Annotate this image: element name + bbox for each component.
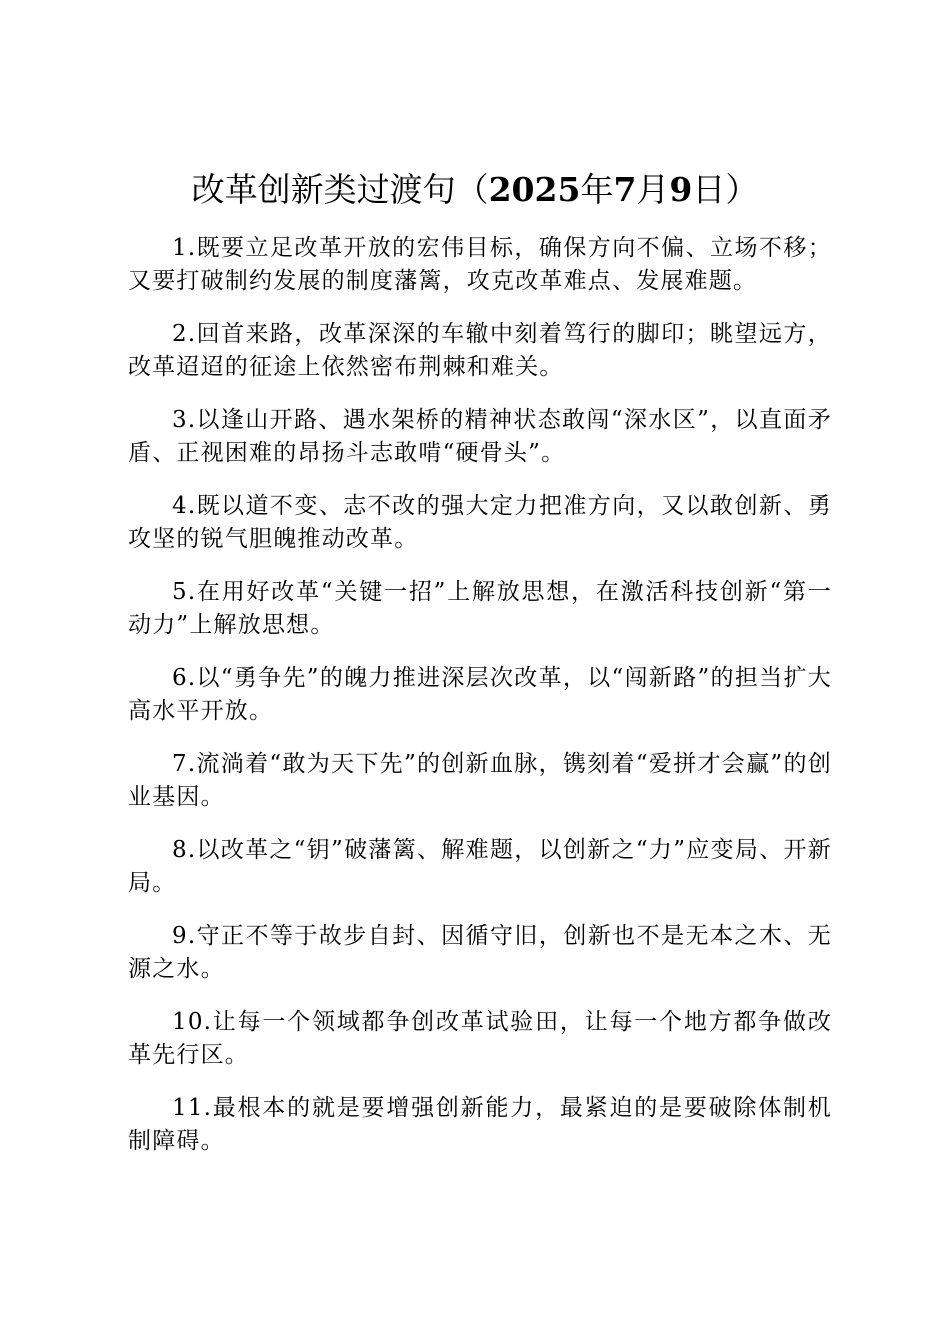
paragraph-5: 5.在用好改革“关键一招”上解放思想，在激活科技创新“第一动力”上解放思想。 <box>128 579 832 638</box>
title-year: 2025 <box>488 170 581 209</box>
paragraph-11: 11.最根本的就是要增强创新能力，最紧迫的是要破除体制机制障碍。 <box>128 1095 832 1154</box>
title-year-unit: 年 <box>580 170 614 209</box>
paragraph-9: 9.守正不等于故步自封、因循守旧，创新也不是无本之木、无源之水。 <box>128 923 832 982</box>
paragraph-6: 6.以“勇争先”的魄力推进深层次改革，以“闯新路”的担当扩大高水平开放。 <box>128 665 832 724</box>
paragraph-2: 2.回首来路，改革深深的车辙中刻着笃行的脚印；眺望远方，改革迢迢的征途上依然密布荆棘和难关。 <box>128 321 832 380</box>
document-body <box>128 232 832 1178</box>
title-suffix: 日） <box>692 170 759 209</box>
paragraph-7: 7.流淌着“敢为天下先”的创新血脉，镌刻着“爱拼才会赢”的创业基因。 <box>128 751 832 810</box>
title-day: 9 <box>669 170 693 209</box>
title-prefix: 改革创新类过渡句（ <box>191 170 489 209</box>
title-month: 7 <box>613 170 637 209</box>
paragraph-8: 8.以改革之“钥”破藩篱、解难题，以创新之“力”应变局、开新局。 <box>128 837 832 896</box>
paragraph-10: 10.让每一个领域都争创改革试验田，让每一个地方都争做改革先行区。 <box>128 1009 832 1068</box>
document-title <box>0 168 950 212</box>
paragraph-3: 3.以逢山开路、遇水架桥的精神状态敢闯“深水区”，以直面矛盾、正视困难的昂扬斗志敢啃“硬骨头”。 <box>128 407 832 466</box>
title-month-unit: 月 <box>636 170 670 209</box>
paragraph-4: 4.既以道不变、志不改的强大定力把准方向，又以敢创新、勇攻坚的锐气胆魄推动改革。 <box>128 493 832 552</box>
paragraph-1: 1.既要立足改革开放的宏伟目标，确保方向不偏、立场不移；又要打破制约发展的制度藩篱，攻克改革难点、发展难题。 <box>128 235 832 294</box>
